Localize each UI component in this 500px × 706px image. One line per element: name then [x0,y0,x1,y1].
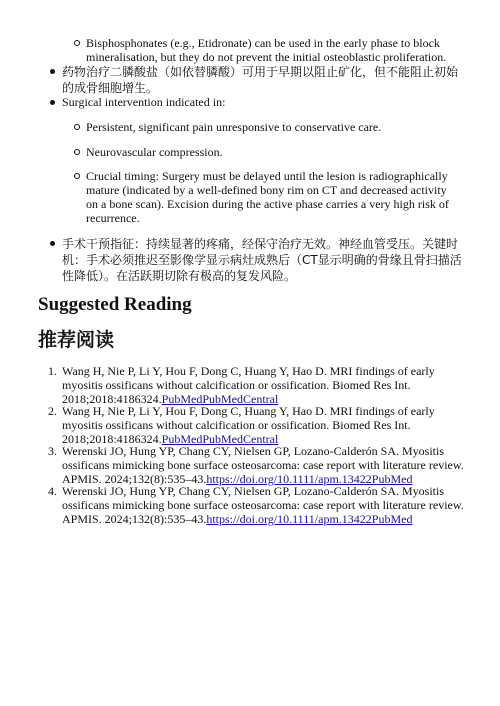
reference-number: 3. [48,444,57,458]
suggested-reading-zh-heading: 推荐阅读 [38,329,115,351]
reference-item [48,364,472,406]
reference-link[interactable]: https://doi.org/10.1111/apm.13422PubMed [206,472,413,486]
neurovascular-item: Neurovascular compression. [86,145,458,159]
reference-number: 4. [48,484,57,498]
bisphosphonates-item: Bisphosphonates (e.g., Etidronate) can be used in the early phase to block mineralisation, but they do not prevent the initial osteoblastic proliferation. [86,36,458,64]
reference-link[interactable]: https://doi.org/10.1111/apm.13422PubMed [206,512,413,526]
surgical-intervention-item: Surgical intervention indicated in: [62,95,458,109]
reference-text: Werenski JO, Hung YP, Chang CY, Nielsen GP, Lozano-Calderón SA. Myositis ossificans mimicking bone surface osteosarcoma: case report with literature review. APMIS. 2024;132(8):535–43. [62,444,464,486]
persistent-pain-item: Persistent, significant pain unresponsive to conservative care. [86,120,458,134]
reference-item [48,484,472,526]
reference-link[interactable]: PubMedPubMedCentral [161,392,279,406]
reference-link[interactable]: PubMedPubMedCentral [161,432,279,446]
reference-text: Wang H, Nie P, Li Y, Hou F, Dong C, Huang Y, Hao D. MRI findings of early myositis ossificans without calcification or ossification. Biomed Res Int. 2018;2018:4186324. [62,404,435,446]
suggested-reading-heading: Suggested Reading [38,294,192,315]
reference-text: Wang H, Nie P, Li Y, Hou F, Dong C, Huang Y, Hao D. MRI findings of early myositis ossificans without calcification or ossification. Biomed Res Int. 2018;2018:4186324. [62,364,435,406]
reference-number: 1. [48,364,57,378]
reference-number: 2. [48,404,57,418]
surgical-zh-item: 手术干预指征：持续显著的疼痛，经保守治疗无效。神经血管受压。关键时机：手术必须推迟至影像学显示病灶成熟后（CT显示明确的骨缘且骨扫描活性降低）。在活跃期切除有极高的复发风险。 [62,237,462,283]
crucial-timing-item: Crucial timing: Surgery must be delayed until the lesion is radiographically mature (indicated by a well-defined bony rim on CT and decreased activity on a bone scan). Excision during the active phase carries a very high risk of recurrence. [86,169,458,225]
bisphosphonates-zh-item: 药物治疗二膦酸盐（如依替膦酸）可用于早期以阻止矿化，但不能阻止初始的成骨细胞增生。 [62,65,459,95]
reference-text: Werenski JO, Hung YP, Chang CY, Nielsen GP, Lozano-Calderón SA. Myositis ossificans mimicking bone surface osteosarcoma: case report with literature review. APMIS. 2024;132(8):535–43. [62,484,464,526]
reference-item [48,444,472,486]
reference-item [48,404,472,446]
